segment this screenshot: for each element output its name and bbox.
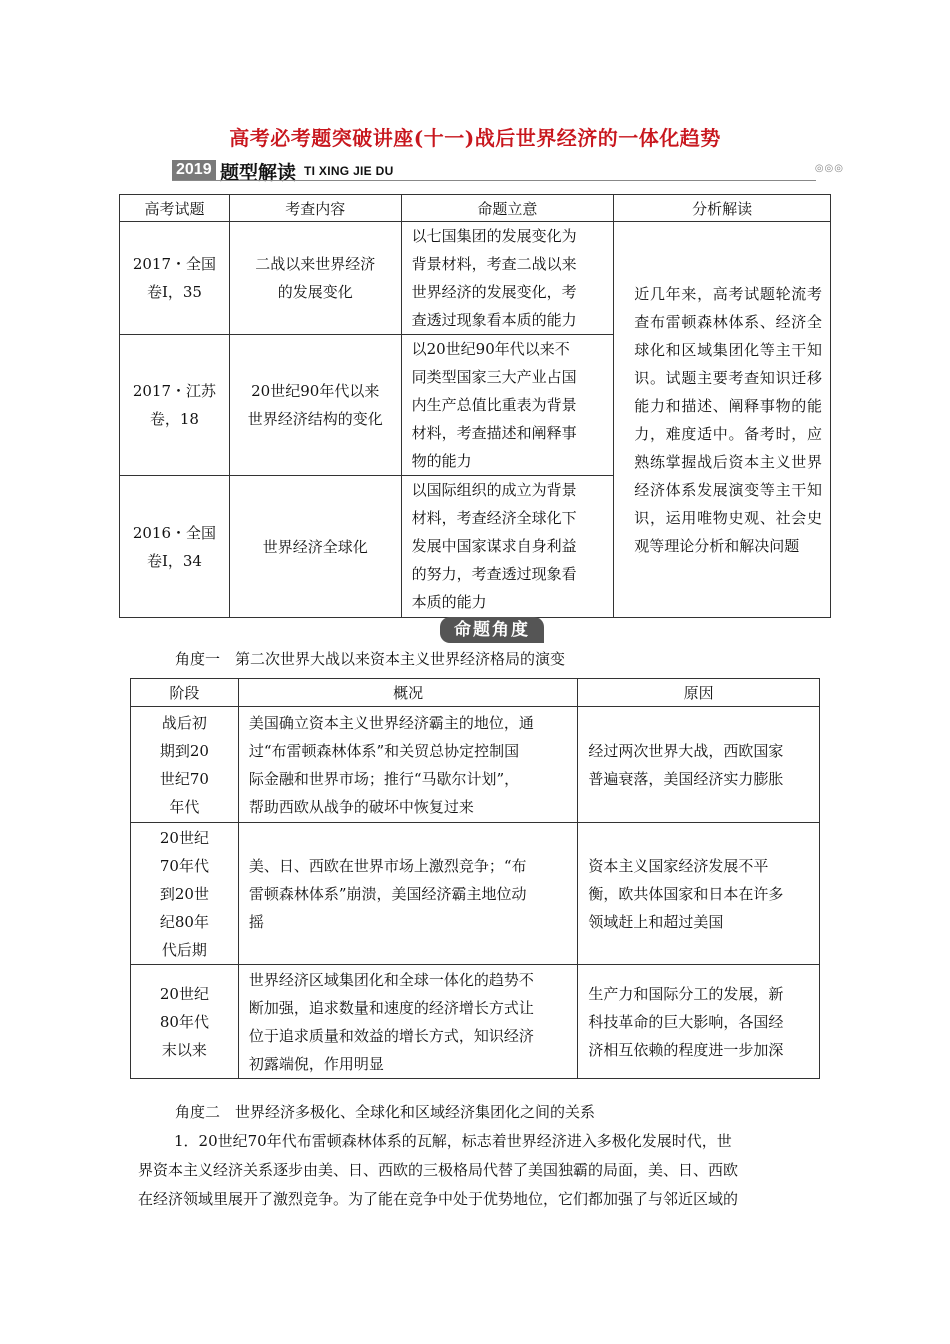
- stage-cell: 20世纪 80年代 末以来: [131, 965, 239, 1079]
- angle-one-heading: 角度一 第二次世界大战以来资本主义世界经济格局的演变: [175, 650, 566, 668]
- table-row: [131, 707, 820, 823]
- header-cell: 原因: [578, 679, 820, 707]
- intent-cell: 以国际组织的成立为背景 材料，考查经济全球化下 发展中国家谋求自身利益 的努力，考查透过现象看 本质的能力: [401, 476, 614, 618]
- header-cell: 阶段: [131, 679, 239, 707]
- stage-cell: 20世纪 70年代 到20世 纪80年 代后期: [131, 823, 239, 965]
- intent-cell: 以七国集团的发展变化为 背景材料，考查二战以来 世界经济的发展变化，考 查透过现象看本质的能力: [401, 222, 614, 335]
- dots-icon: ◎◎◎: [814, 163, 844, 174]
- table-header-row: [120, 195, 831, 222]
- banner-divider: [172, 180, 816, 181]
- banner-pinyin: TI XING JIE DU: [304, 164, 394, 178]
- banner-label: 题型解读: [220, 163, 297, 184]
- table-row: [120, 222, 831, 335]
- body-paragraph: [138, 1127, 818, 1214]
- table-row: [131, 965, 820, 1079]
- paragraph-line: 1．20世纪70年代布雷顿森林体系的瓦解，标志着世界经济进入多极化发展时代，世: [174, 1132, 732, 1150]
- overview-cell: 美、日、西欧在世界市场上激烈竞争；“布 雷顿森林体系”崩溃，美国经济霸主地位动 摇: [238, 823, 578, 965]
- angle-two-heading: 角度二 世界经济多极化、全球化和区域经济集团化之间的关系: [175, 1103, 596, 1121]
- content-cell: 20世纪90年代以来 世界经济结构的变化: [229, 335, 401, 476]
- exam-cell: 2017・全国 卷Ⅰ，35: [120, 222, 230, 335]
- header-cell: 命题立意: [401, 195, 614, 222]
- exam-cell: 2017・江苏 卷，18: [120, 335, 230, 476]
- stage-cell: 战后初 期到20 世纪70 年代: [131, 707, 239, 823]
- banner-year: 2019: [172, 160, 216, 180]
- section-pill: 命题角度: [440, 617, 544, 643]
- table-header-row: [131, 679, 820, 707]
- cause-cell: 资本主义国家经济发展不平 衡，欧共体国家和日本在许多 领域赶上和超过美国: [578, 823, 820, 965]
- table-row: [131, 823, 820, 965]
- overview-cell: 世界经济区域集团化和全球一体化的趋势不 断加强，追求数量和速度的经济增长方式让 位于追求质量和效益的增长方式，知识经济 初露端倪，作用明显: [238, 965, 578, 1079]
- exam-analysis-table: [119, 194, 831, 618]
- exam-cell: 2016・全国 卷Ⅰ，34: [120, 476, 230, 618]
- content-cell: 二战以来世界经济 的发展变化: [229, 222, 401, 335]
- header-cell: 考查内容: [229, 195, 401, 222]
- overview-cell: 美国确立资本主义世界经济霸主的地位，通 过“布雷顿森林体系”和关贸总协定控制国 际金融和世界市场；推行“马歇尔计划”， 帮助西欧从战争的破坏中恢复过来: [238, 707, 578, 823]
- paragraph-line: 在经济领域里展开了激烈竞争。为了能在竞争中处于优势地位，它们都加强了与邻近区域的: [138, 1190, 739, 1208]
- cause-cell: 经过两次世界大战，西欧国家 普遍衰落，美国经济实力膨胀: [578, 707, 820, 823]
- economic-pattern-table: [130, 678, 820, 1079]
- paragraph-line: 界资本主义经济关系逐步由美、日、西欧的三极格局代替了美国独霸的局面，美、日、西欧: [138, 1161, 739, 1179]
- header-cell: 概况: [238, 679, 578, 707]
- header-cell: 分析解读: [614, 195, 831, 222]
- analysis-cell: 近几年来，高考试题轮流考查布雷顿森林体系、经济全球化和区域集团化等主干知识。试题主要考查知识迁移能力和描述、阐释事物的能力，难度适中。备考时，应熟练掌握战后资本主义世界经济体系发展演变等主干知识，运用唯物史观、社会史观等理论分析和解决问题: [614, 222, 831, 618]
- cause-cell: 生产力和国际分工的发展，新 科技革命的巨大影响，各国经 济相互依赖的程度进一步加深: [578, 965, 820, 1079]
- section-banner: [172, 160, 844, 184]
- header-cell: 高考试题: [120, 195, 230, 222]
- content-cell: 世界经济全球化: [229, 476, 401, 618]
- intent-cell: 以20世纪90年代以来不 同类型国家三大产业占国 内生产总值比重表为背景 材料，考查描述和阐释事 物的能力: [401, 335, 614, 476]
- page-title: 高考必考题突破讲座(十一)战后世界经济的一体化趋势: [229, 126, 721, 150]
